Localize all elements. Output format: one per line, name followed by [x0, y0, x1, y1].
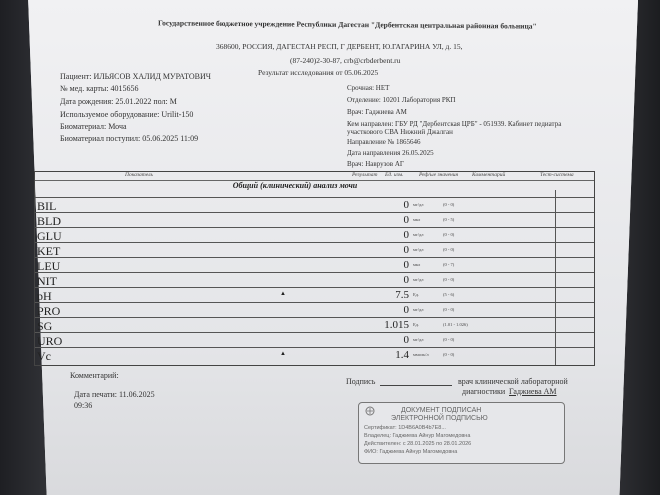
patient-name: Пациент: ИЛЬЯСОВ ХАЛИД МУРАТОВИЧ: [60, 72, 211, 81]
unit: мг/дл: [413, 202, 424, 207]
reference-range: (5 - 6): [443, 292, 455, 297]
doctor: Врач: Гаджиева АМ: [347, 108, 407, 116]
result-value: 0: [403, 229, 409, 241]
unit: мкл: [413, 262, 421, 267]
table-row: [35, 287, 594, 302]
stamp-validity: Действителен: с 28.01.2025 по 28.01.2026: [364, 441, 472, 447]
doctor-role-cont: диагностики: [462, 387, 506, 396]
analyte-code: GLU: [37, 229, 62, 243]
table-row: [35, 212, 594, 227]
stamp-fio: ФИО: Гаджиева Айнур Магомедовна: [364, 449, 458, 455]
signature-label: Подпись: [346, 377, 376, 386]
referred-by: Кем направлен: ГБУ РД "Дербентская ЦРБ" - 051939. Кабинет педиатра: [347, 120, 562, 128]
table-row: [35, 242, 594, 257]
analyte-code: pH: [37, 289, 52, 303]
doctor-name: Гаджиева АМ: [509, 387, 557, 396]
biomaterial: Биоматериал: Моча: [60, 122, 127, 131]
table-row: [35, 302, 594, 317]
analyte-code: BLD: [37, 214, 61, 228]
reference-range: (0 - 7): [443, 262, 455, 267]
result-value: 0: [403, 304, 409, 316]
table-row: [35, 317, 594, 332]
analyte-code: SG: [37, 319, 53, 333]
analyte-code: Vc: [37, 349, 51, 363]
col-header-comment: Комментарий: [472, 172, 506, 178]
unit: мг/дл: [413, 277, 424, 282]
reference-range: (0 - 0): [443, 247, 455, 252]
print-time: 09:36: [74, 401, 93, 410]
unit: мкл: [413, 217, 421, 222]
unit: ммоль/л: [413, 352, 429, 357]
date-of-birth: Дата рождения: 25.01.2022 пол: М: [60, 97, 177, 106]
table-row: [35, 257, 594, 272]
analyte-code: LEU: [37, 259, 61, 273]
print-date: Дата печати: 11.06.2025: [74, 390, 155, 399]
signature-line: [380, 385, 452, 386]
reference-range: (0 - 0): [443, 277, 455, 282]
result-value: 7.5: [395, 289, 409, 301]
col-header-name: Показатель: [125, 172, 153, 178]
abnormal-flag: ▲: [280, 351, 286, 357]
referring-doctor: Врач: Наврузов АГ: [347, 160, 404, 168]
reference-range: (0 - 0): [443, 352, 455, 357]
urgent: Срочная: НЕТ: [347, 84, 390, 92]
org-address: 368600, РОССИЯ, ДАГЕСТАН РЕСП, Г ДЕРБЕНТ, Ю.ГАГАРИНА УЛ, д. 15,: [216, 42, 463, 51]
org-name: Государственное бюджетное учреждение Республики Дагестан "Дербентская центральная районная больница": [157, 18, 537, 31]
analyte-code: KET: [37, 244, 61, 258]
table-row: [35, 332, 594, 347]
unit: Ед.: [413, 292, 420, 297]
unit: мг/дл: [413, 247, 424, 252]
reference-range: (0 - 0): [443, 337, 455, 342]
result-value: 0: [403, 259, 409, 271]
unit: мг/дл: [413, 232, 424, 237]
table-row: [35, 347, 594, 364]
stamp-certificate: Сертификат: 1D4B6A0B4b7E8...: [364, 425, 446, 431]
result-date: Результат исследования от 05.06.2025: [258, 68, 379, 77]
emblem-icon: [365, 406, 375, 416]
table-row: [35, 197, 594, 212]
section-title-row: [35, 180, 594, 191]
result-value: 1.4: [395, 349, 409, 361]
stamp-subtitle: ЭЛЕКТРОННОЙ ПОДПИСЬЮ: [391, 415, 488, 422]
stamp-title: ДОКУМЕНТ ПОДПИСАН: [401, 407, 482, 414]
reference-range: (0 - 0): [443, 202, 455, 207]
reference-range: (0 - 0): [443, 232, 455, 237]
col-header-result: Результат: [352, 172, 378, 178]
reference-range: (1.01 - 1.026): [443, 322, 468, 327]
comment-label: Комментарий:: [70, 371, 119, 380]
analyte-code: BIL: [37, 199, 57, 213]
section-title: Общий (клинический) анализ мочи: [232, 181, 358, 190]
unit: мг/дл: [413, 307, 424, 312]
result-value: 0: [403, 244, 409, 256]
abnormal-flag: ▲: [280, 291, 286, 297]
result-value: 0: [403, 334, 409, 346]
e-signature-stamp: [358, 402, 565, 464]
unit: мг/дл: [413, 337, 424, 342]
direction-date: Дата направления 26.05.2025: [347, 149, 434, 157]
referred-by-cont: участкового СВА Нижний Джалган: [347, 128, 453, 136]
col-header-test-system: Тест-система: [540, 172, 574, 178]
analyte-code: URO: [37, 334, 63, 348]
result-value: 0: [403, 199, 409, 211]
analyte-code: NIT: [37, 274, 57, 288]
col-header-unit: Ед. изм.: [385, 172, 404, 178]
reference-range: (0 - 5): [443, 217, 455, 222]
med-card: № мед. карты: 4015656: [60, 84, 139, 93]
result-value: 1.015: [384, 319, 409, 331]
direction-number: Направление № 1865646: [347, 138, 421, 146]
table-row: [35, 272, 594, 287]
biomaterial-received: Биоматериал поступил: 05.06.2025 11:09: [60, 134, 199, 143]
stamp-owner: Владелец: Гаджиева Айнур Магомедовна: [364, 433, 471, 439]
result-value: 0: [403, 274, 409, 286]
reference-range: (0 - 0): [443, 307, 455, 312]
unit: Ед.: [413, 322, 420, 327]
table-row: [35, 227, 594, 242]
department: Отделение: 10201 Лаборатория РКП: [347, 96, 456, 104]
org-contacts: (87-240)2-30-87, crb@crbderbent.ru: [290, 56, 401, 65]
result-value: 0: [403, 214, 409, 226]
equipment: Используемое оборудование: Urilit-150: [60, 110, 194, 119]
col-header-ref: Реф/ые значения: [419, 172, 459, 178]
analyte-code: PRO: [37, 304, 61, 318]
doctor-role: врач клинической лабораторной: [458, 377, 568, 386]
results-table: [34, 171, 595, 366]
